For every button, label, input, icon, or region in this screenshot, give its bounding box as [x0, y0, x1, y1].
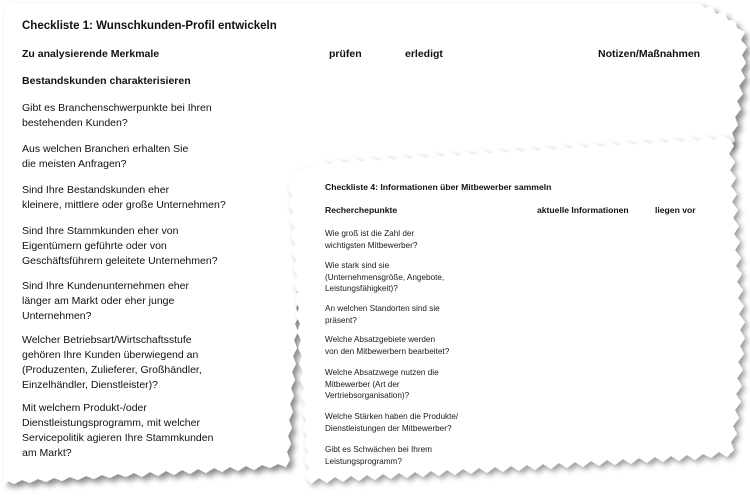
checklist1-question [22, 142, 188, 172]
question-line: Sind Ihre Stammkunden eher von [22, 225, 179, 237]
question-line: bestehenden Kunden? [22, 117, 128, 129]
question-line: Sind Ihre Kundenunternehmen eher [22, 280, 189, 292]
question-line: Servicepolitik agieren Ihre Stammkunden [22, 432, 214, 444]
checklist4-question [325, 260, 444, 295]
question-line: von den Mitbewerbern bearbeitet? [325, 346, 450, 356]
checklist1-title: Checkliste 1: Wunschkunden-Profil entwickeln [22, 20, 277, 32]
question-line: Eigentümern geführte oder von [22, 240, 167, 252]
checklist1-header-merkmale: Zu analysierende Merkmale [22, 48, 160, 60]
checklist4-question [325, 444, 432, 467]
checklist4-question [325, 303, 440, 326]
question-line: Geschäftsführern geleitete Unternehmen? [22, 255, 218, 267]
question-line: wichtigsten Mitbewerber? [325, 240, 418, 250]
checklist1-header-erledigt: erledigt [405, 48, 443, 60]
question-line: An welchen Standorten sind sie [325, 304, 440, 313]
question-line: kleinere, mittlere oder große Unternehmen? [22, 199, 226, 211]
question-line: Unternehmen? [22, 310, 92, 322]
question-line: Welche Absatzwege nutzen die [325, 368, 439, 377]
question-line: Gibt es Branchenschwerpunkte bei Ihren [22, 102, 212, 114]
question-line: präsent? [325, 315, 357, 325]
checklist4-question [325, 367, 439, 402]
question-line: gehören Ihre Kunden überwiegend an [22, 349, 199, 361]
checklist4-question [325, 334, 449, 357]
question-line: Gibt es Schwächen bei Ihrem [325, 445, 432, 454]
question-line: länger am Markt oder eher junge [22, 295, 175, 307]
checklist4-header-aktuell: aktuelle Informationen [537, 205, 629, 215]
checklist1-header-notizen: Notizen/Maßnahmen [598, 48, 701, 60]
question-line: Einzelhändler, Dienstleister)? [22, 379, 158, 391]
question-line: Wie groß ist die Zahl der [325, 229, 415, 238]
question-line: Dienstleistungsprogramm, mit welcher [22, 417, 200, 429]
checklist1-question [22, 279, 189, 324]
question-line: Welche Absatzgebiete werden [325, 335, 435, 344]
question-line: Mitbewerber (Art der [325, 379, 400, 389]
checklist1-question [22, 183, 226, 213]
question-line: die meisten Anfragen? [22, 158, 127, 170]
question-line: Welche Stärken haben die Produkte/ [325, 412, 459, 421]
checklist4-title: Checkliste 4: Informationen über Mitbewerber sammeln [325, 182, 552, 192]
question-line: Aus welchen Branchen erhalten Sie [22, 143, 189, 155]
checklist1-header-pruefen: prüfen [329, 48, 362, 60]
checklist1-question [22, 333, 202, 393]
question-line: Sind Ihre Bestandskunden eher [22, 184, 170, 196]
question-line: Welcher Betriebsart/Wirtschaftsstufe [22, 334, 192, 346]
question-line: (Produzenten, Zulieferer, Großhändler, [22, 364, 202, 376]
question-line: Vertriebsorganisation)? [325, 391, 410, 400]
checklist4-question [325, 411, 458, 434]
question-line: Dienstleistungen der Mitbewerber? [325, 423, 452, 433]
checklist1-question [22, 101, 212, 131]
question-line: Mit welchem Produkt-/oder [22, 402, 147, 414]
checklist1-section-title: Bestandskunden charakterisieren [22, 75, 191, 87]
checklist1-question [22, 224, 218, 269]
question-line: Leistungsfähigkeit)? [325, 284, 398, 293]
question-line: Leistungsprogramm? [325, 456, 402, 466]
checklist1-question [22, 401, 213, 461]
question-line: Wie stark sind sie [325, 261, 390, 270]
question-line: am Markt? [22, 447, 72, 459]
checklist4-header-recherche: Recherchepunkte [325, 205, 398, 215]
checklist4-question [325, 228, 417, 251]
checklist4-header-liegen: liegen vor [655, 205, 696, 215]
question-line: (Unternehmensgröße, Angebote, [325, 272, 445, 282]
